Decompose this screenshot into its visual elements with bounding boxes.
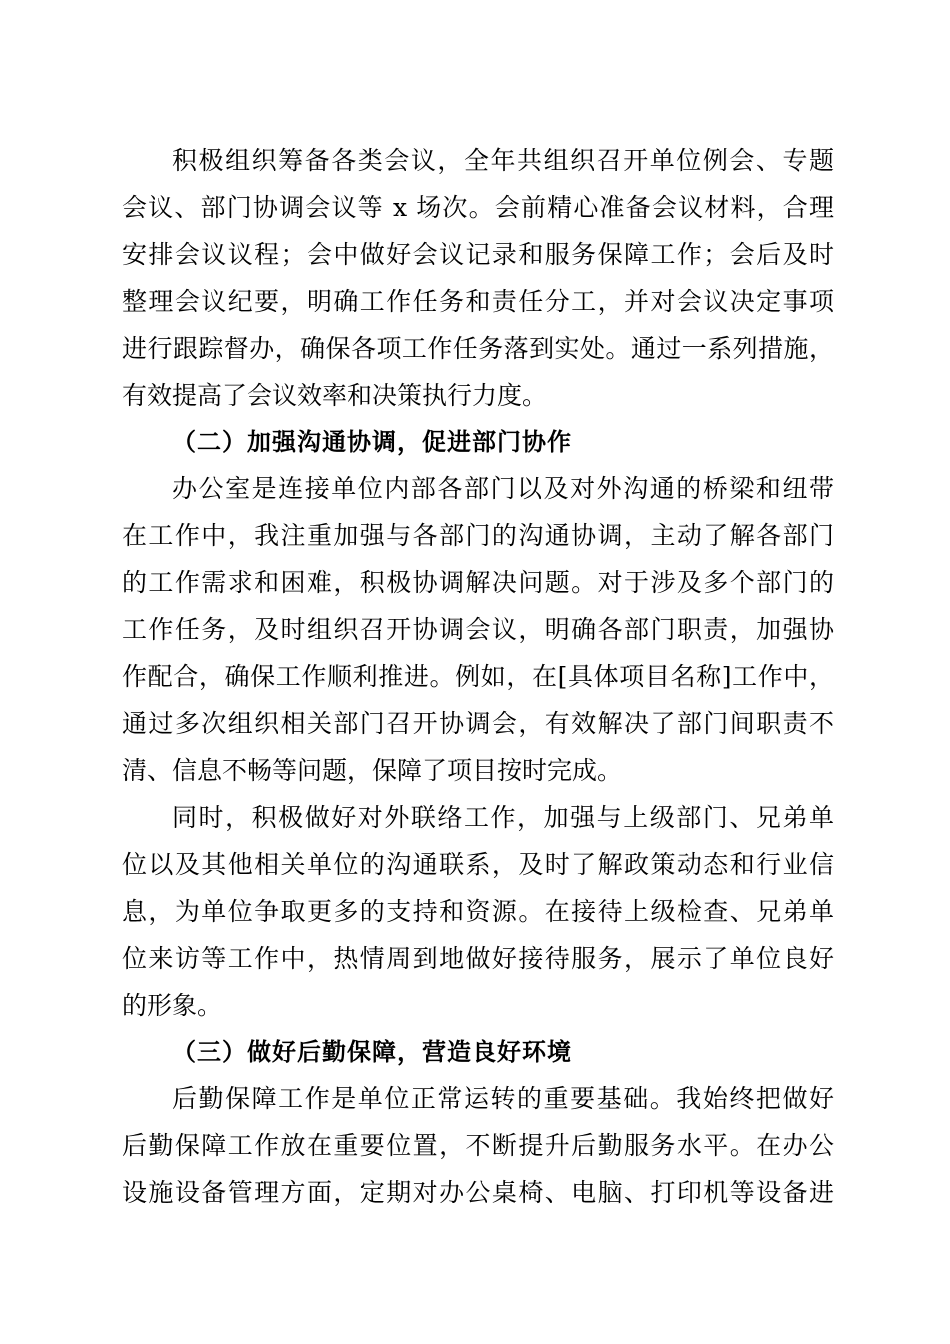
paragraph-line: 通过多次组织相关部门召开协调会，有效解决了部门间职责不 <box>122 709 834 738</box>
paragraph-line: 同时，积极做好对外联络工作，加强与上级部门、兄弟单 <box>172 803 834 832</box>
paragraph-line: 有效提高了会议效率和决策执行力度。 <box>122 381 548 410</box>
paragraph-line: 位来访等工作中，热情周到地做好接待服务，展示了单位良好 <box>122 944 834 973</box>
paragraph-line: 位以及其他相关单位的沟通联系，及时了解政策动态和行业信 <box>122 850 834 879</box>
paragraph-line: 后勤保障工作是单位正常运转的重要基础。我始终把做好 <box>172 1084 834 1113</box>
section-heading-2: （二）加强沟通协调，促进部门协作 <box>172 427 572 456</box>
paragraph-line: 清、信息不畅等问题，保障了项目按时完成。 <box>122 756 623 785</box>
paragraph-line: 工作任务，及时组织召开协调会议，明确各部门职责，加强协 <box>122 615 834 644</box>
paragraph-line: 的工作需求和困难，积极协调解决问题。对于涉及多个部门的 <box>122 568 834 597</box>
paragraph-line: 会议、部门协调会议等 x 场次。会前精心准备会议材料，合理 <box>122 193 834 222</box>
paragraph-line: 息，为单位争取更多的支持和资源。在接待上级检查、兄弟单 <box>122 897 834 926</box>
paragraph-line: 后勤保障工作放在重要位置，不断提升后勤服务水平。在办公 <box>122 1131 834 1160</box>
paragraph-line: 进行跟踪督办，确保各项工作任务落到实处。通过一系列措施， <box>122 334 834 363</box>
paragraph-line: 作配合，确保工作顺利推进。例如，在[具体项目名称]工作中， <box>122 662 834 691</box>
section-heading-3: （三）做好后勤保障，营造良好环境 <box>172 1037 572 1066</box>
paragraph-line: 安排会议议程；会中做好会议记录和服务保障工作；会后及时 <box>122 240 834 269</box>
paragraph-line: 办公室是连接单位内部各部门以及对外沟通的桥梁和纽带 <box>172 474 834 503</box>
paragraph-line: 积极组织筹备各类会议，全年共组织召开单位例会、专题 <box>172 146 834 175</box>
paragraph-line: 整理会议纪要，明确工作任务和责任分工，并对会议决定事项 <box>122 287 834 316</box>
paragraph-line: 设施设备管理方面，定期对办公桌椅、电脑、打印机等设备进 <box>122 1178 834 1207</box>
paragraph-line: 在工作中，我注重加强与各部门的沟通协调，主动了解各部门 <box>122 521 834 550</box>
paragraph-line: 的形象。 <box>122 991 223 1020</box>
